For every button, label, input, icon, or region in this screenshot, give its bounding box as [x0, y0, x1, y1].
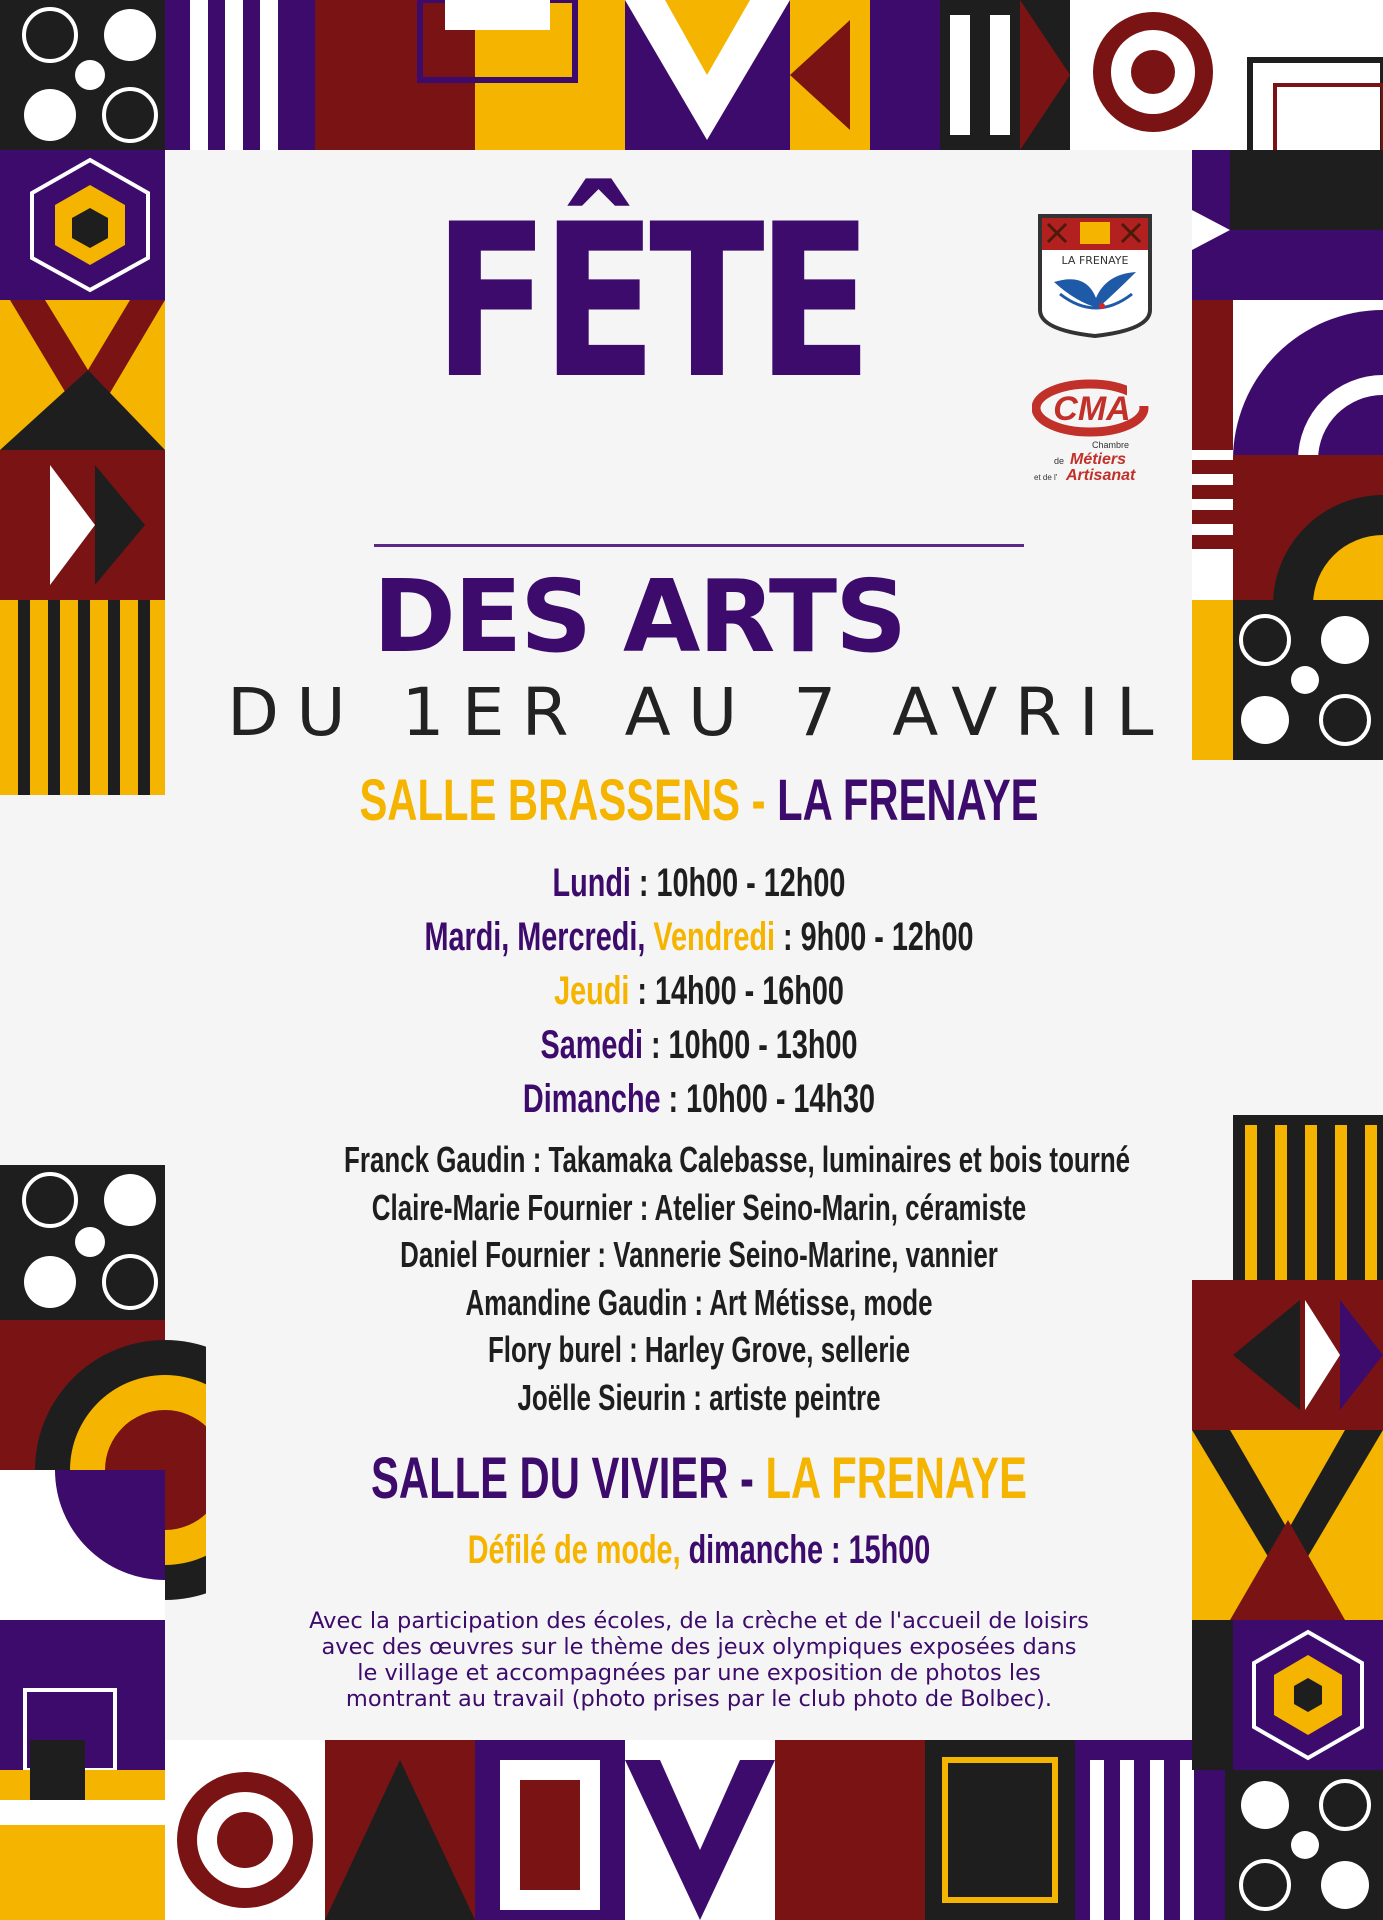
fashion-show	[206, 1530, 1192, 1570]
svg-text:Métiers: Métiers	[1070, 451, 1127, 468]
note-line: Avec la participation des écoles, de la crèche et de l'accueil de loisirs	[309, 1608, 1089, 1634]
hours-line: Jeudi : 14h00 - 16h00	[554, 969, 844, 1013]
opening-hours	[206, 856, 1192, 1126]
svg-text:de: de	[1054, 456, 1065, 466]
venue-vivier-separator: -	[728, 1446, 766, 1511]
artists-list	[206, 1136, 1192, 1421]
venue-brassens-town: LA FRENAYE	[777, 768, 1039, 833]
hours-line: Lundi : 10h00 - 12h00	[552, 861, 846, 905]
artist-item: Joëlle Sieurin : artiste peintre	[517, 1376, 881, 1418]
fashion-show-label: Défilé de mode,	[467, 1528, 681, 1572]
svg-text:Chambre: Chambre	[1092, 440, 1130, 450]
artist-item: Amandine Gaudin : Art Métisse, mode	[465, 1281, 933, 1323]
title-divider	[374, 544, 1024, 547]
svg-text:CMA: CMA	[1053, 390, 1131, 428]
artist-item: Daniel Fournier : Vannerie Seino-Marine, vannier	[400, 1234, 998, 1275]
venue-vivier-name: SALLE DU VIVIER	[371, 1446, 729, 1511]
venue-brassens-separator: -	[739, 768, 778, 833]
venue-vivier-town: LA FRENAYE	[765, 1446, 1027, 1511]
event-dates: DU 1ER AU 7 AVRIL	[227, 674, 1171, 751]
svg-text:et de l': et de l'	[1034, 473, 1058, 482]
title-fete: FÊTE	[433, 178, 865, 425]
svg-text:Artisanat: Artisanat	[1066, 467, 1136, 484]
artist-item: Claire-Marie Fournier : Atelier Seino-Marin, céramiste	[371, 1186, 1027, 1228]
artist-item: Franck Gaudin : Takamaka Calebasse, luminaires et bois tourné	[344, 1139, 1131, 1180]
svg-text:LA FRENAYE: LA FRENAYE	[1061, 254, 1129, 267]
content-panel	[206, 180, 1192, 1740]
note-line: avec des œuvres sur le thème des jeux olympiques exposées dans	[321, 1634, 1077, 1660]
artist-item: Flory burel : Harley Grove, sellerie	[487, 1329, 911, 1370]
title-des-arts: DES ARTS	[372, 558, 906, 675]
venue-brassens-name: SALLE BRASSENS	[359, 768, 740, 833]
note-line: le village et accompagnées par une exposition de photos les	[357, 1660, 1041, 1686]
fashion-show-time: dimanche : 15h00	[680, 1528, 931, 1572]
hours-line: Mardi, Mercredi, Vendredi : 9h00 - 12h00	[424, 915, 974, 959]
participation-note	[206, 1608, 1192, 1712]
venue-brassens	[206, 768, 1192, 833]
town-crest-icon	[1036, 212, 1154, 340]
hours-line: Dimanche : 10h00 - 14h30	[522, 1077, 876, 1121]
venue-vivier	[206, 1446, 1192, 1511]
cma-logo-icon	[1032, 376, 1156, 486]
hours-line: Samedi : 10h00 - 13h00	[540, 1023, 858, 1067]
note-line: montrant au travail (photo prises par le club photo de Bolbec).	[345, 1686, 1053, 1712]
